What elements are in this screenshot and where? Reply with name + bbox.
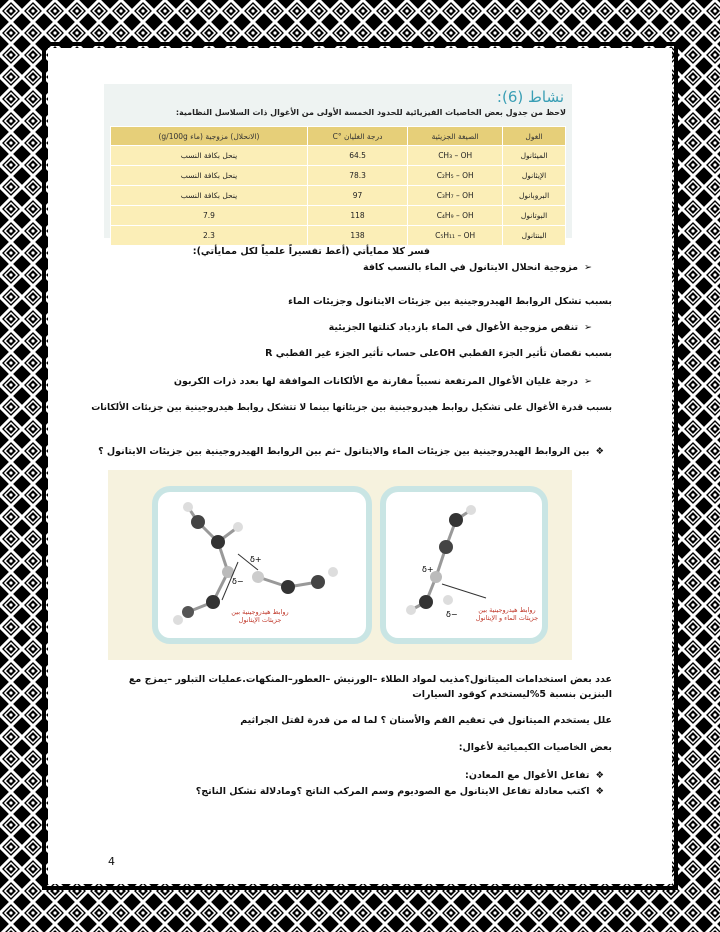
- activity-title: نشاط (6):: [496, 88, 564, 106]
- cell: ينحل بكافة النسب: [111, 146, 308, 166]
- answer-2: بسبب نقصان تأثير الجزء القطبي OHعلى حساب تأثير الجزء غير القطبي R: [265, 348, 612, 359]
- cell: 138: [307, 226, 407, 246]
- page-number: 4: [108, 855, 115, 868]
- table-row: [111, 146, 566, 166]
- bullet-metals: ❖تفاعل الأغوال مع المعادن:: [465, 770, 604, 781]
- answer-1: بسبب تشكل الروابط الهيدروجينية بين جزيئات الايتانول وجزيئات الماء: [288, 296, 612, 307]
- cell: C₄H₉ – OH: [408, 206, 503, 226]
- hydrogen-bond-figure: [108, 470, 572, 660]
- delta-plus-label: δ+: [250, 555, 262, 564]
- activity-intro: لاحظ من جدول بعض الخاصيات الفيزيائية للحدود الخمسة الأولى من الأغوال ذات السلاسل النظامية:: [175, 108, 566, 117]
- question-3: ➢درجة غليان الأغوال المرتفعة نسبياً مقارنة مع الألكانات الموافقة لها بعدد ذرات الكربون: [173, 376, 592, 387]
- diamond-bullet-icon: ❖: [595, 770, 604, 781]
- checkmark-bullet-icon: ➢: [584, 376, 592, 387]
- bullet-sodium: ❖اكتب معادلة تفاعل الايتانول مع الصوديوم وسم المركب الناتج ؟ومادلالة تشكل الناتج؟: [195, 786, 604, 797]
- question-4: ❖بين الروابط الهيدروجينية بين جزيئات الماء والايتانول –ثم بين الروابط الهيدروجينية بين جزيئات الايتانول ؟: [98, 446, 604, 457]
- methanol-uses: عدد بعض استخدامات الميتانول؟مذيب لمواد الطلاء –الورنيش –العطور–المنكهات.عمليات التبلور –يمزج مع البنزين بنسبة 5%ليستخدم كوقود السيارات: [128, 674, 612, 700]
- delta-minus-label: δ−: [232, 577, 244, 586]
- diamond-bullet-icon: ❖: [595, 786, 604, 797]
- cell: ينحل بكافة النسب: [111, 166, 308, 186]
- cell: الإيثانول: [503, 166, 566, 186]
- header-formula: الصيغة الجزيئية: [408, 127, 503, 146]
- cell: 118: [307, 206, 407, 226]
- water-ethanol-panel: [380, 486, 548, 644]
- label-water-ethanol-bonds: روابط هيدروجينية بين جزيئات الماء و الإيثانول: [475, 606, 539, 622]
- checkmark-bullet-icon: ➢: [584, 322, 592, 333]
- cell: CH₃ – OH: [408, 146, 503, 166]
- cell: ينحل بكافة النسب: [111, 186, 308, 206]
- cell: البوتانول: [503, 206, 566, 226]
- diamond-bullet-icon: ❖: [595, 446, 604, 457]
- cell: الميثانول: [503, 146, 566, 166]
- ethanol-ethanol-panel: [152, 486, 372, 644]
- cell: 7.9: [111, 206, 308, 226]
- table-row: [111, 166, 566, 186]
- activity-table-block: [104, 84, 572, 238]
- table-row: [111, 226, 566, 246]
- header-boiling: درجة الغليان °C: [307, 127, 407, 146]
- answer-3: بسبب قدرة الأغوال على تشكيل روابط هيدروجينية بين جزيئاتها بينما لا تتشكل روابط هيدروجينية بين جزيئات الألكانات: [91, 403, 612, 413]
- cell: 64.5: [307, 146, 407, 166]
- chemical-properties-heading: بعض الخاصيات الكيميائية لأغوال:: [458, 742, 612, 753]
- delta-plus-label: δ+: [422, 565, 434, 574]
- cell: البروبانول: [503, 186, 566, 206]
- cell: 2.3: [111, 226, 308, 246]
- cell: 97: [307, 186, 407, 206]
- cell: C₂H₅ – OH: [408, 166, 503, 186]
- table-row: [111, 186, 566, 206]
- cell: البنتانول: [503, 226, 566, 246]
- delta-minus-label: δ−: [446, 610, 458, 619]
- cell: C₅H₁₁ – OH: [408, 226, 503, 246]
- header-alcohol: الغول: [503, 127, 566, 146]
- question-2: ➢تنقص مزوجية الأغوال في الماء بازدياد كتلتها الجزيئية: [328, 322, 592, 333]
- question-5: علل يستخدم الميتانول في تعقيم الفم والأسنان ؟ لما له من قدرة لقتل الجراثيم: [240, 715, 612, 726]
- table-row: [111, 206, 566, 226]
- properties-table: [110, 126, 566, 246]
- cell: 78.3: [307, 166, 407, 186]
- cell: C₃H₇ – OH: [408, 186, 503, 206]
- table-header-row: [111, 127, 566, 146]
- label-ethanol-bonds: روابط هيدروجينية بين جزيئات الإيثانول: [231, 608, 289, 624]
- checkmark-bullet-icon: ➢: [584, 262, 592, 273]
- question-1: ➢مزوجية انحلال الايتانول في الماء بالنسب كافة: [362, 262, 592, 273]
- header-solubility: (الانحلال) مزوجية (ماء g/100g): [111, 127, 308, 146]
- questions-heading: فسر كلا ممايأتي (أعط تفسيراً علمياً لكل ممايأتي):: [192, 246, 430, 257]
